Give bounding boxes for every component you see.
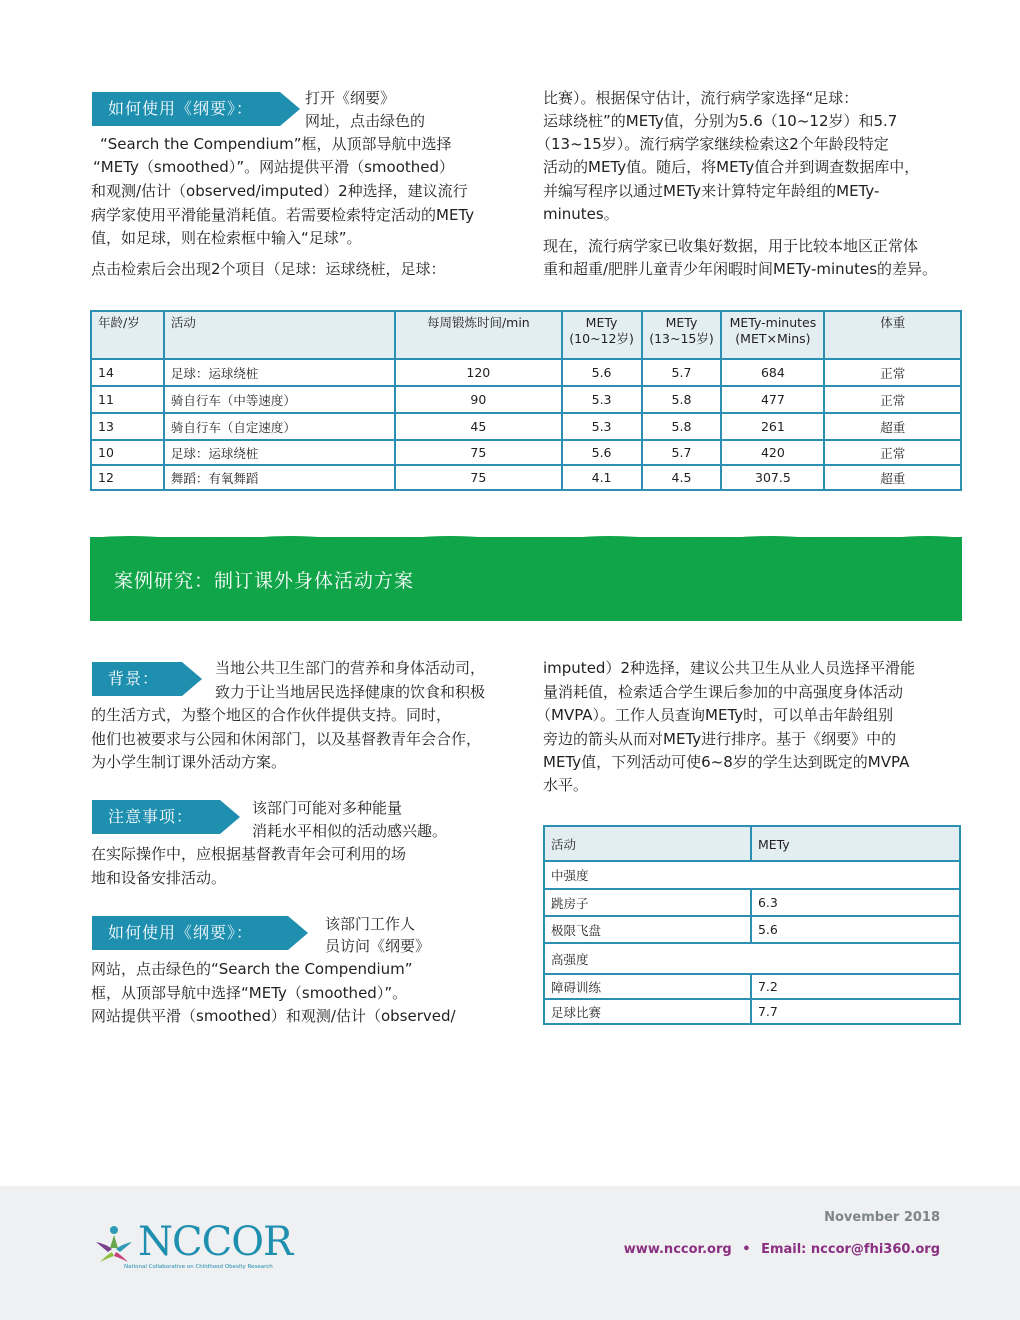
cell-activity: 极限飞盘 xyxy=(544,916,751,943)
table-row xyxy=(544,999,960,1024)
table-row xyxy=(91,359,961,386)
cell-time: 75 xyxy=(395,465,562,490)
logo-wordmark: NCCOR xyxy=(138,1219,293,1265)
cell-weight: 正常 xyxy=(824,359,961,386)
table-row xyxy=(544,974,960,999)
usage2-line-4: 框，从顶部导航中选择“METy（smoothed）”。 xyxy=(91,984,408,1002)
cell-mety-minutes: 420 xyxy=(721,440,824,465)
cell-mety: 5.6 xyxy=(751,916,960,943)
cell-mety: 6.3 xyxy=(751,889,960,916)
right1-line-4: 活动的METy值。随后，将METy值合并到调查数据库中， xyxy=(543,158,920,176)
notes-line-3: 在实际操作中，应根据基督教青年会可利用的场 xyxy=(91,845,407,863)
table-row xyxy=(544,916,960,943)
cell-mety-minutes: 684 xyxy=(721,359,824,386)
cell-mety-minutes: 307.5 xyxy=(721,465,824,490)
cell-mety: 7.7 xyxy=(751,999,960,1024)
right1-line-5: 并编写程序以通过METy来计算特定年龄组的METy- xyxy=(543,182,880,200)
table-row xyxy=(91,465,961,490)
header-weekly-time[interactable]: 每周锻炼时间/min xyxy=(395,311,562,359)
right2-line-3: （MVPA）。工作人员查询METy时，可以单击年龄组别 xyxy=(536,706,894,724)
header-age[interactable]: 年龄/岁 xyxy=(91,311,164,359)
right1-line-1: 比赛）。根据保守估计，流行病学家选择“足球： xyxy=(543,89,859,107)
banner-title: 案例研究：制订课外身体活动方案 xyxy=(114,570,415,592)
cell-age: 14 xyxy=(91,359,164,386)
table-row xyxy=(91,440,961,465)
cell-mety-b: 5.8 xyxy=(642,386,722,413)
banner-top-edge xyxy=(90,534,962,542)
cell-time: 120 xyxy=(395,359,562,386)
cell-mety-a: 5.3 xyxy=(562,413,642,440)
usage-para-2: 点击检索后会出现2个项目（足球：运球绕桩，足球： xyxy=(91,260,446,278)
case-study-banner xyxy=(90,537,962,621)
section-row-vigorous xyxy=(544,943,960,974)
notes-line-2: 消耗水平相似的活动感兴趣。 xyxy=(252,822,448,840)
notes-line-4: 地和设备安排活动。 xyxy=(91,869,227,887)
logo-figure-icon xyxy=(90,1222,138,1270)
cell-activity: 骑自行车（中等速度） xyxy=(164,386,395,413)
nccor-logo[interactable] xyxy=(90,1216,320,1276)
right2-line-4: 旁边的箭头从而对METy进行排序。基于《纲要》中的 xyxy=(543,730,897,748)
cell-age: 12 xyxy=(91,465,164,490)
cell-activity: 足球：运球绕桩 xyxy=(164,359,395,386)
usage-line-2: 网址，点击绿色的 xyxy=(305,112,426,130)
cell-activity: 足球比赛 xyxy=(544,999,751,1024)
cell-mety-b: 4.5 xyxy=(642,465,722,490)
cell-age: 10 xyxy=(91,440,164,465)
cell-mety-a: 4.1 xyxy=(562,465,642,490)
cell-weight: 正常 xyxy=(824,386,961,413)
section-label: 中强度 xyxy=(544,861,960,889)
table-row xyxy=(91,413,961,440)
notes-line-1: 该部门可能对多种能量 xyxy=(252,799,403,817)
header-mety-10-12[interactable]: METy (10~12岁) xyxy=(562,311,642,359)
header-mety-minutes[interactable]: METy-minutes (MET×Mins) xyxy=(721,311,824,359)
footer-date: November 2018 xyxy=(824,1210,940,1225)
right2-line-1: imputed）2种选择，建议公共卫生从业人员选择平滑能 xyxy=(543,659,915,677)
separator: • xyxy=(742,1242,751,1257)
usage-line-7: 值，如足球，则在检索框中输入“足球”。 xyxy=(91,229,362,247)
usage2-line-3: 网站，点击绿色的“Search the Compendium” xyxy=(91,960,413,978)
header-weight[interactable]: 体重 xyxy=(824,311,961,359)
cell-activity: 障碍训练 xyxy=(544,974,751,999)
table2-header-row xyxy=(544,826,960,861)
usage-line-3: “Search the Compendium”框，从顶部导航中选择 xyxy=(100,135,452,153)
page-footer xyxy=(0,1186,1020,1320)
cell-mety-a: 5.3 xyxy=(562,386,642,413)
cell-time: 75 xyxy=(395,440,562,465)
cell-mety-b: 5.8 xyxy=(642,413,722,440)
cell-activity: 骑自行车（自定速度） xyxy=(164,413,395,440)
website-link[interactable]: www.nccor.org xyxy=(623,1242,732,1257)
cell-age: 11 xyxy=(91,386,164,413)
cell-activity: 足球：运球绕桩 xyxy=(164,440,395,465)
age-activity-table xyxy=(90,310,962,491)
background-line-1: 当地公共卫生部门的营养和身体活动司， xyxy=(215,659,486,677)
email-link[interactable]: Email: nccor@fhi360.org xyxy=(761,1242,940,1257)
usage-line-1: 打开《纲要》 xyxy=(305,89,396,107)
cell-time: 45 xyxy=(395,413,562,440)
header-activity[interactable]: 活动 xyxy=(544,826,751,861)
usage-line-6: 病学家使用平滑能量消耗值。若需要检索特定活动的METy xyxy=(91,206,475,224)
right2-line-2: 量消耗值，检索适合学生课后参加的中高强度身体活动 xyxy=(543,683,904,701)
section-row-moderate xyxy=(544,861,960,889)
mvpa-activity-table xyxy=(543,825,961,1025)
cell-time: 90 xyxy=(395,386,562,413)
right2-line-5: METy值，下列活动可使6~8岁的学生达到既定的MVPA xyxy=(543,753,910,771)
background-line-4: 他们也被要求与公园和休闲部门，以及基督教青年会合作， xyxy=(91,730,482,748)
right1-line-6: minutes。 xyxy=(543,205,619,223)
table-row xyxy=(91,386,961,413)
right1-line-2: 运球绕桩”的METy值，分别为5.6（10~12岁）和5.7 xyxy=(543,112,898,130)
cell-mety-b: 5.7 xyxy=(642,440,722,465)
right1-para2-line-1: 现在，流行病学家已收集好数据，用于比较本地区正常体 xyxy=(543,237,919,255)
cell-mety-b: 5.7 xyxy=(642,359,722,386)
usage2-tag: 如何使用《纲要》： xyxy=(92,916,288,950)
cell-mety-a: 5.6 xyxy=(562,359,642,386)
usage2-line-1: 该部门工作人 xyxy=(325,915,416,933)
background-line-5: 为小学生制订课外活动方案。 xyxy=(91,753,287,771)
cell-activity: 舞蹈：有氧舞蹈 xyxy=(164,465,395,490)
usage2-line-5: 网站提供平滑（smoothed）和观测/估计（observed/ xyxy=(91,1007,456,1025)
header-activity[interactable]: 活动 xyxy=(164,311,395,359)
background-line-2: 致力于让当地居民选择健康的饮食和积极 xyxy=(215,683,486,701)
usage2-line-2: 员访问《纲要》 xyxy=(325,937,431,955)
right2-line-6: 水平。 xyxy=(543,776,589,794)
cell-mety: 7.2 xyxy=(751,974,960,999)
usage-line-4: “METy（smoothed）”。网站提供平滑（smoothed） xyxy=(93,158,455,176)
right1-para2-line-2: 重和超重/肥胖儿童青少年闲暇时间METy-minutes的差异。 xyxy=(543,260,938,278)
table-row xyxy=(544,889,960,916)
table-header-row xyxy=(91,311,961,359)
usage-tag: 如何使用《纲要》： xyxy=(92,92,280,126)
usage-line-5: 和观测/估计（observed/imputed）2种选择，建议流行 xyxy=(91,182,468,200)
footer-contact xyxy=(624,1242,940,1257)
cell-mety-a: 5.6 xyxy=(562,440,642,465)
cell-weight: 超重 xyxy=(824,413,961,440)
notes-tag: 注意事项： xyxy=(92,800,220,834)
background-tag: 背景： xyxy=(92,662,182,696)
cell-mety-minutes: 477 xyxy=(721,386,824,413)
background-line-3: 的生活方式，为整个地区的合作伙伴提供支持。同时， xyxy=(91,706,452,724)
right1-line-3: （13~15岁）。流行病学家继续检索这2个年龄段特定 xyxy=(536,135,889,153)
cell-age: 13 xyxy=(91,413,164,440)
header-mety-13-15[interactable]: METy (13~15岁) xyxy=(642,311,722,359)
header-mety[interactable]: METy xyxy=(751,826,960,861)
cell-weight: 正常 xyxy=(824,440,961,465)
cell-weight: 超重 xyxy=(824,465,961,490)
cell-mety-minutes: 261 xyxy=(721,413,824,440)
section-label: 高强度 xyxy=(544,943,960,974)
logo-subtitle: National Collaborative on Childhood Obesity Research xyxy=(124,1264,273,1270)
cell-activity: 跳房子 xyxy=(544,889,751,916)
